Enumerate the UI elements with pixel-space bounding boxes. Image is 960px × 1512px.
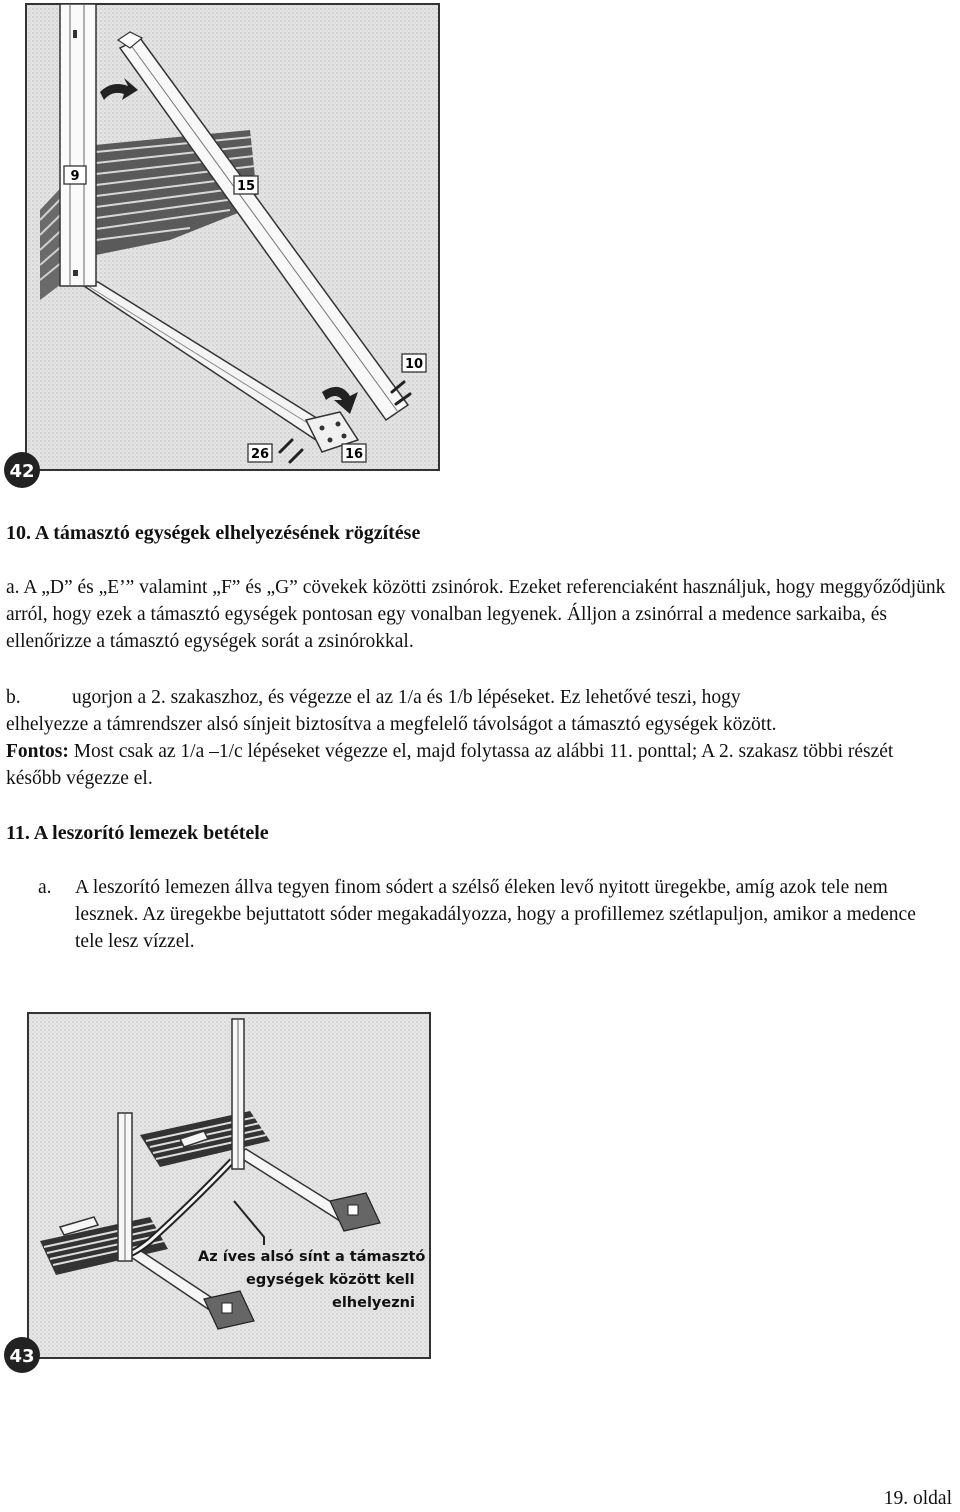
section-10-item-b-first-line: [6, 684, 952, 711]
figure-43-caption-line-1: Az íves alsó sínt a támasztó: [198, 1249, 426, 1265]
page-number: 19. oldal: [883, 1488, 952, 1509]
section-10-item-b-rest: elhelyezze a támrendszer alsó sínjeit biztosítva a megfelelő távolságot a támasztó egységek között.: [6, 714, 777, 735]
section-11-heading: 11. A leszorító lemezek betétele: [6, 822, 269, 844]
important-label: Fontos:: [6, 741, 69, 762]
item-b-marker: b.: [6, 687, 21, 708]
figure-43: [0, 1005, 445, 1380]
section-11-item-a-text: A leszorító lemezen állva tegyen finom sódert a szélső éleken levő nyitott üregekbe, amíg azok tele nem lesznek. Az üregekbe bejuttatott sóder megakadályozza, hogy a profillemez szétlapuljon, amikor a medence tele lesz vízzel.: [75, 877, 916, 952]
important-text: Most csak az 1/a –1/c lépéseket végezze el, majd folytassa az alábbi 11. ponttal; A 2. szakasz többi részét később végezze el.: [6, 741, 894, 789]
figure-43-caption-line-3: elhelyezni: [332, 1295, 415, 1311]
section-11-item-a-marker: a.: [38, 877, 52, 898]
figure-number-43: 43: [9, 1346, 35, 1367]
figure-42: [0, 0, 445, 495]
part-label-9: 9: [70, 169, 80, 184]
figure-43-drawing: [0, 1005, 445, 1380]
item-b-text: ugorjon a 2. szakaszhoz, és végezze el az 1/a és 1/b lépéseket. Ez lehetővé teszi, hogy: [72, 687, 741, 708]
section-10-item-a: a. A „D” és „E’” valamint „F” és „G” cövekek közötti zsinórok. Ezeket referenciaként használjuk, hogy meggyőződjünk arról, hogy ezek a támasztó egységek pontosan egy vonalban legyenek. Álljon a zsinórral a medence sarkaiba, és ellenőrizze a támasztó egységek sorát a zsinórokkal.: [6, 577, 946, 652]
figure-42-drawing: [0, 0, 445, 495]
figure-43-caption-line-2: egységek között kell: [246, 1272, 415, 1288]
part-label-15: 15: [236, 179, 256, 194]
important-note: [6, 738, 952, 792]
part-label-10: 10: [404, 357, 424, 372]
section-10-heading: 10. A támasztó egységek elhelyezésének rögzítése: [6, 522, 421, 544]
part-label-26: 26: [250, 447, 270, 462]
section-11-item-a: [6, 874, 952, 955]
figure-number-42: 42: [9, 461, 35, 482]
vertical-post: [60, 4, 96, 286]
part-label-16: 16: [344, 447, 364, 462]
